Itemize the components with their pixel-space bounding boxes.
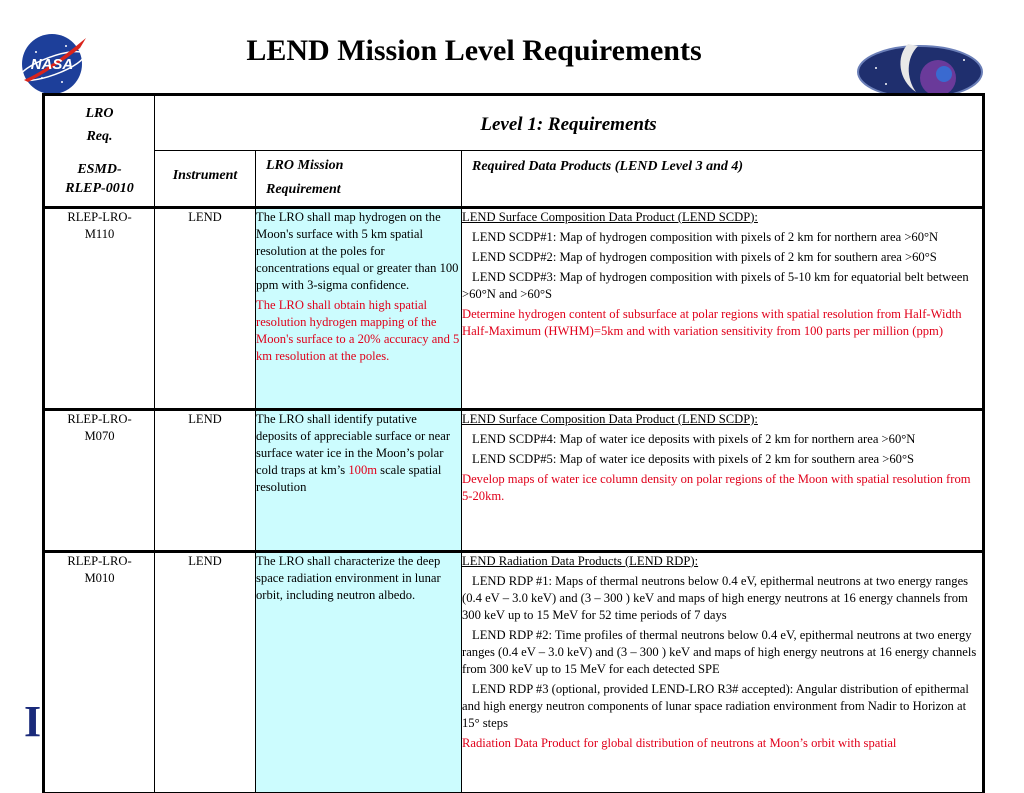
data-products-cell	[462, 409, 984, 551]
header-esmd-line2: RLEP-0010	[65, 181, 134, 196]
table-row	[44, 207, 984, 409]
header-instrument: Instrument	[155, 151, 256, 207]
product-item: LEND SCDP#5: Map of water ice deposits with pixels of 2 km for southern area >60°S	[472, 451, 915, 466]
data-products-cell	[462, 207, 984, 409]
table-row	[44, 551, 984, 792]
req-id-line1: RLEP-LRO-	[67, 553, 132, 568]
req-id-line1: RLEP-LRO-	[67, 411, 132, 426]
requirements-table	[42, 93, 985, 793]
product-red-note: Develop maps of water ice column density on polar regions of the Moon with spatial resolution from 5-20km.	[462, 471, 971, 503]
data-products-cell	[462, 551, 984, 792]
instrument-cell: LEND	[155, 409, 256, 551]
req-id	[44, 409, 155, 551]
header-mission-requirement	[256, 151, 462, 207]
slide-title: LEND Mission Level Requirements	[246, 34, 702, 67]
header-level-title: Level 1: Requirements	[155, 95, 984, 151]
header-lro-req	[44, 95, 155, 208]
mission-text	[256, 411, 461, 496]
req-id	[44, 551, 155, 792]
mission-text: The LRO shall characterize the deep space radiation environment in lunar orbit, including neutron albedo.	[256, 553, 441, 602]
mission-requirement-cell	[256, 551, 462, 792]
req-id-line2: M110	[84, 226, 115, 241]
mission-requirement-cell	[256, 409, 462, 551]
product-item: LEND RDP #3 (optional, provided LEND-LRO R3# accepted): Angular distribution of epithermal and high energy neutron components of lunar space radiation environment from Nadir to Horizon at 15° steps	[462, 681, 969, 730]
req-id-line2: M010	[84, 570, 115, 585]
product-item: LEND SCDP#4: Map of water ice deposits with pixels of 2 km for northern area >60°N	[472, 431, 916, 446]
header-required-data-products: Required Data Products (LEND Level 3 and 4)	[462, 151, 984, 207]
nasa-logo	[16, 28, 88, 100]
product-heading: LEND Surface Composition Data Product (LEND SCDP):	[462, 411, 758, 426]
table-row	[44, 409, 984, 551]
instrument-cell: LEND	[155, 207, 256, 409]
mission-text-red-part: 100m	[348, 462, 378, 477]
mission-text-red: The LRO shall obtain high spatial resolution hydrogen mapping of the Moon's surface to a 20% accuracy and 5 km resolution at the poles.	[256, 297, 460, 363]
header-esmd-line1: ESMD-	[77, 162, 122, 177]
header-mission-line2: Requirement	[266, 182, 341, 198]
product-heading: LEND Radiation Data Products (LEND RDP):	[462, 553, 699, 568]
product-item: LEND SCDP#1: Map of hydrogen composition with pixels of 2 km for northern area >60°N	[472, 229, 939, 244]
mission-text-part: scale spatial resolution	[256, 462, 442, 494]
svg-text:NASA: NASA	[30, 56, 74, 73]
req-id	[44, 207, 155, 409]
req-id-line2: M070	[84, 428, 115, 443]
header-lro-line1: LRO	[85, 106, 114, 121]
product-item: LEND SCDP#2: Map of hydrogen composition with pixels of 2 km for southern area >60°S	[472, 249, 937, 264]
side-letter: I	[24, 697, 42, 746]
header-lro-line2: Req.	[86, 129, 113, 144]
req-id-line1: RLEP-LRO-	[67, 209, 132, 224]
product-red-note: Determine hydrogen content of subsurface at polar regions with spatial resolution from Half-Width Half-Maximum (HWHM)=5km and with variation sensitivity from 100 parts per million (ppm)	[462, 306, 962, 338]
header-mission-line1: LRO Mission	[266, 158, 344, 174]
mission-text-part: The LRO shall identify putative deposits of appreciable surface or near surface water ice in the Moon’s polar cold traps at km’s	[256, 411, 451, 477]
mission-requirement-cell	[256, 207, 462, 409]
lro-mission-logo	[856, 40, 984, 96]
product-red-note: Radiation Data Product for global distribution of neutrons at Moon’s orbit with spatial	[462, 735, 897, 750]
mission-text: The LRO shall map hydrogen on the Moon's surface with 5 km spatial resolution at the poles for concentrations equal or greater than 100 ppm with 3-sigma confidence.	[256, 209, 459, 292]
product-item: LEND SCDP#3: Map of hydrogen composition with pixels of 5-10 km for equatorial belt between >60°N and >60°S	[462, 269, 969, 301]
instrument-cell: LEND	[155, 551, 256, 792]
product-heading: LEND Surface Composition Data Product (LEND SCDP):	[462, 209, 758, 224]
product-item: LEND RDP #2: Time profiles of thermal neutrons below 0.4 eV, epithermal neutrons at two energy ranges (0.4 eV – 3.0 keV) and (3 – 300 ) keV and maps of high energy neutrons at 16 energy channels from 300 keV up to 15 MeV for each detected SPE	[462, 627, 977, 676]
product-item: LEND RDP #1: Maps of thermal neutrons below 0.4 eV, epithermal neutrons at two energy ranges (0.4 eV – 3.0 keV) and (3 – 300 ) keV and maps of high energy neutrons at 16 energy channels from 300 keV up to 15 MeV for 52 time periods of 7 days	[462, 573, 969, 622]
